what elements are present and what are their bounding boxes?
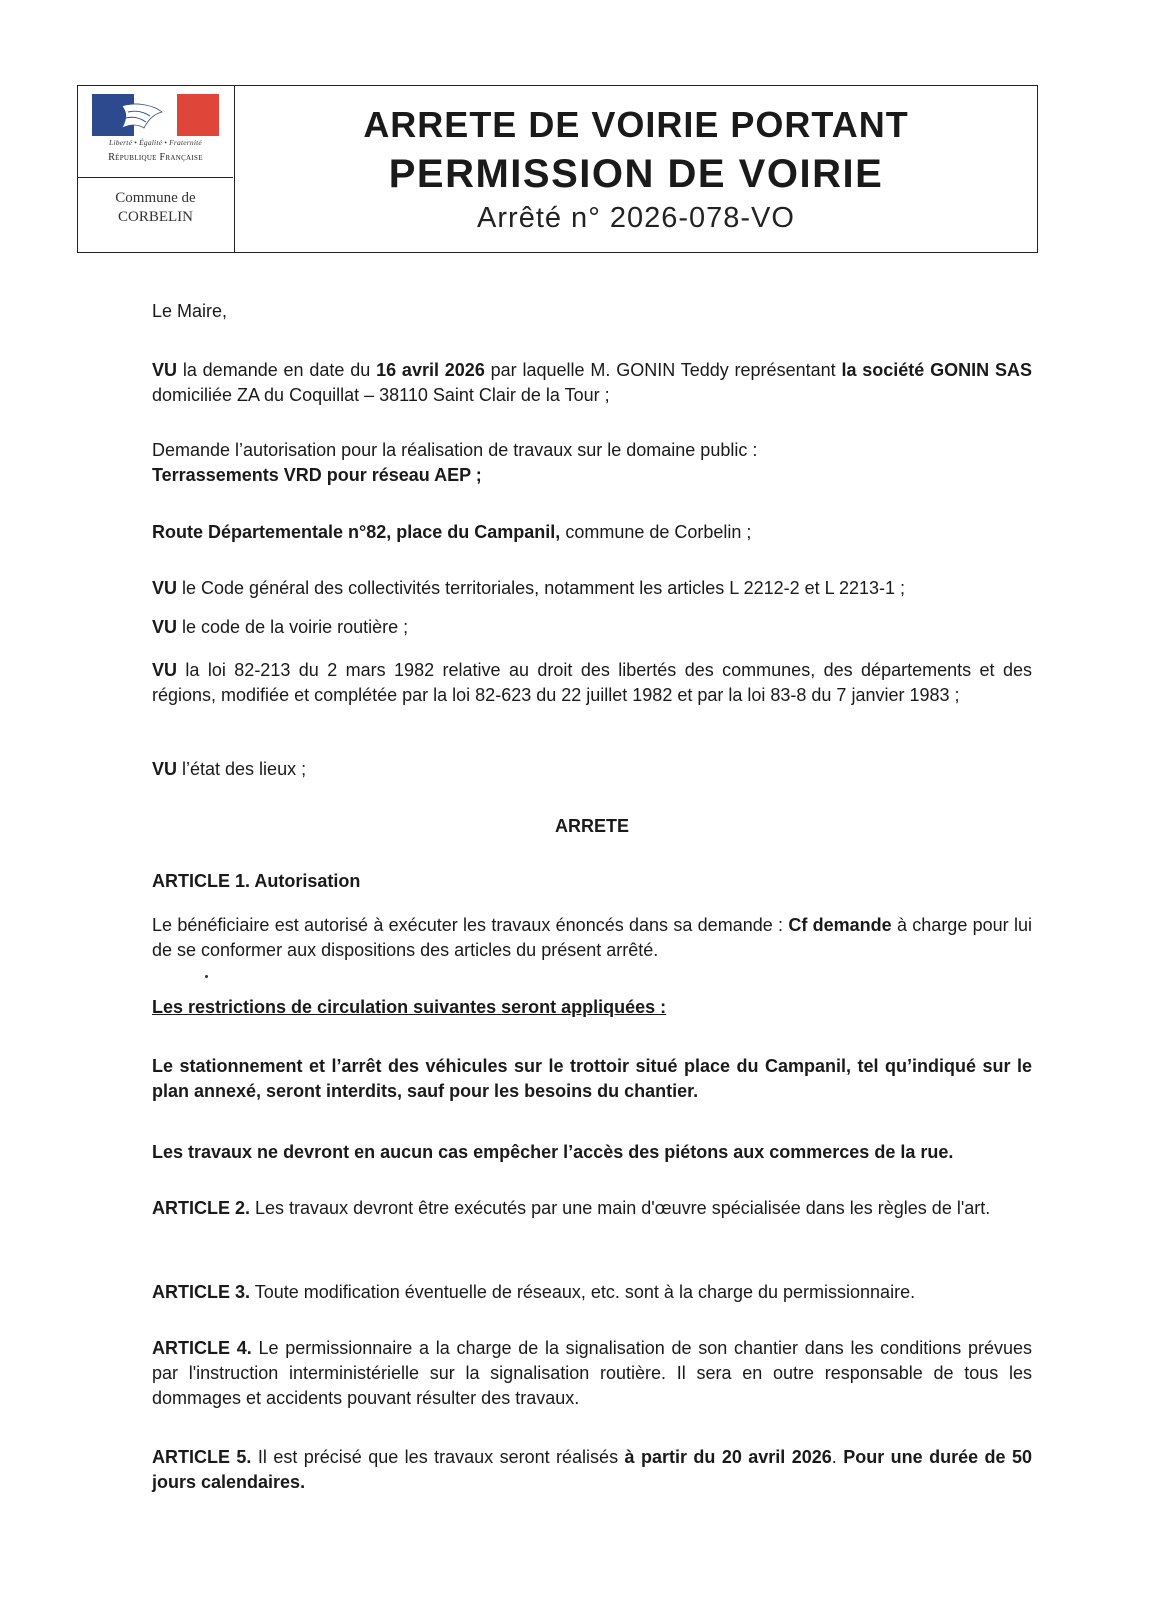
vu-etat-paragraph [152, 757, 1032, 782]
commune-line2: CORBELIN [118, 209, 193, 225]
societe-name-part2: SAS [994, 360, 1032, 380]
article4-label: ARTICLE 4. [152, 1338, 252, 1358]
vu-loi-text: la loi 82-213 du 2 mars 1982 relative au droit des libertés des communes, des départements et des régions, modifiée et complétée par la loi 82-623 du 22 juillet 1982 et par la loi 83-8 du 7 janvier 1983 ; [152, 660, 1032, 705]
route-bold: Route Départementale n°82, place du Campanil, [152, 522, 561, 542]
vu-code-general-paragraph [152, 576, 1032, 601]
vu-label: VU [152, 617, 178, 637]
document-header [77, 85, 1038, 253]
restrictions-heading: Les restrictions de circulation suivantes seront appliquées : [152, 997, 667, 1017]
restriction-parking: Le stationnement et l’arrêt des véhicules sur le trottoir situé place du Campanil, tel qu’indiqué sur le plan annexé, seront interdits, sauf pour les besoins du chantier. [152, 1056, 1032, 1101]
article5-text1: Il est précisé que les travaux seront réalisés [251, 1447, 625, 1467]
commune-line1: Commune de [115, 190, 196, 206]
vu-label: VU [152, 578, 178, 598]
article5-duration: Pour une durée de 50 jours calendaires. [152, 1447, 1032, 1492]
article2-paragraph [152, 1196, 1032, 1221]
stray-dot [205, 975, 208, 978]
societe-name-part1: la société GONIN [841, 360, 990, 380]
republic-name: République Française [108, 152, 203, 163]
demande-line1: Demande l’autorisation pour la réalisation de travaux sur le domaine public : [152, 440, 758, 460]
article5-text2: . [831, 1447, 844, 1467]
commune-name [78, 189, 233, 227]
demande-date: 16 avril 2026 [376, 360, 485, 380]
article1-heading: ARTICLE 1. Autorisation [152, 871, 361, 891]
article1-bold: Cf demande [788, 915, 892, 935]
vu-demande-text2: par laquelle M. GONIN Teddy représentant [484, 360, 842, 380]
article5-start-date: à partir du 20 avril 2026 [624, 1447, 832, 1467]
vu-label: VU [152, 360, 178, 380]
demande-line2: Terrassements VRD pour réseau AEP ; [152, 465, 482, 485]
article3-text: Toute modification éventuelle de réseaux, etc. sont à la charge du permissionnaire. [250, 1282, 916, 1302]
article1-text2: à charge pour lui de se conformer aux dispositions des articles du présent arrêté. [152, 915, 1032, 960]
restriction-pedestrian: Les travaux ne devront en aucun cas empêcher l’accès des piétons aux commerces de la rue. [152, 1142, 954, 1162]
vu-demande-text1: la demande en date du [177, 360, 377, 380]
article4-text: Le permissionnaire a la charge de la signalisation de son chantier dans les conditions prévues par l'instruction interministérielle sur la signalisation routière. Il sera en outre responsable de tous les dommages et accidents pouvant résulter des travaux. [152, 1338, 1032, 1408]
vu-label: VU [152, 660, 178, 680]
republic-logo [78, 86, 233, 178]
document-title-line2: PERMISSION DE VOIRIE [388, 152, 884, 196]
vu-loi-paragraph [152, 658, 1032, 708]
demande-paragraph [152, 438, 1032, 488]
vu-etat-text: l’état des lieux ; [177, 759, 307, 779]
logo-cell [78, 86, 235, 252]
vu-label: VU [152, 759, 178, 779]
republic-motto: Liberté • Égalité • Fraternité [109, 138, 202, 147]
vu-code-voirie-paragraph [152, 615, 1032, 640]
arrete-heading: ARRETE [554, 816, 629, 836]
article4-paragraph [152, 1336, 1032, 1411]
article3-label: ARTICLE 3. [152, 1282, 251, 1302]
vu-demande-text3: domiciliée ZA du Coquillat – 38110 Saint Clair de la Tour ; [152, 385, 610, 405]
arrete-number: Arrêté n° 2026-078-VO [477, 202, 795, 234]
route-rest: commune de Corbelin ; [560, 522, 752, 542]
article2-text: Les travaux devront être exécutés par une main d'œuvre spécialisée dans les règles de l'art. [250, 1198, 991, 1218]
article2-label: ARTICLE 2. [152, 1198, 251, 1218]
article5-label: ARTICLE 5. [152, 1447, 252, 1467]
vu-demande-paragraph [152, 358, 1032, 408]
article1-text1: Le bénéficiaire est autorisé à exécuter les travaux énoncés dans sa demande : [152, 915, 789, 935]
article5-paragraph [152, 1445, 1032, 1495]
document-title-line1: ARRETE DE VOIRIE PORTANT [363, 104, 909, 145]
salutation: Le Maire, [152, 301, 228, 321]
vu-code-general-text: le Code général des collectivités territoriales, notamment les articles L 2212-2 et L 2213-1 ; [177, 578, 906, 598]
article1-paragraph [152, 913, 1032, 963]
route-paragraph [152, 520, 1032, 545]
title-cell [235, 86, 1037, 252]
marianne-flag-icon [92, 94, 219, 136]
article3-paragraph [152, 1280, 1032, 1305]
vu-code-voirie-text: le code de la voirie routière ; [177, 617, 409, 637]
